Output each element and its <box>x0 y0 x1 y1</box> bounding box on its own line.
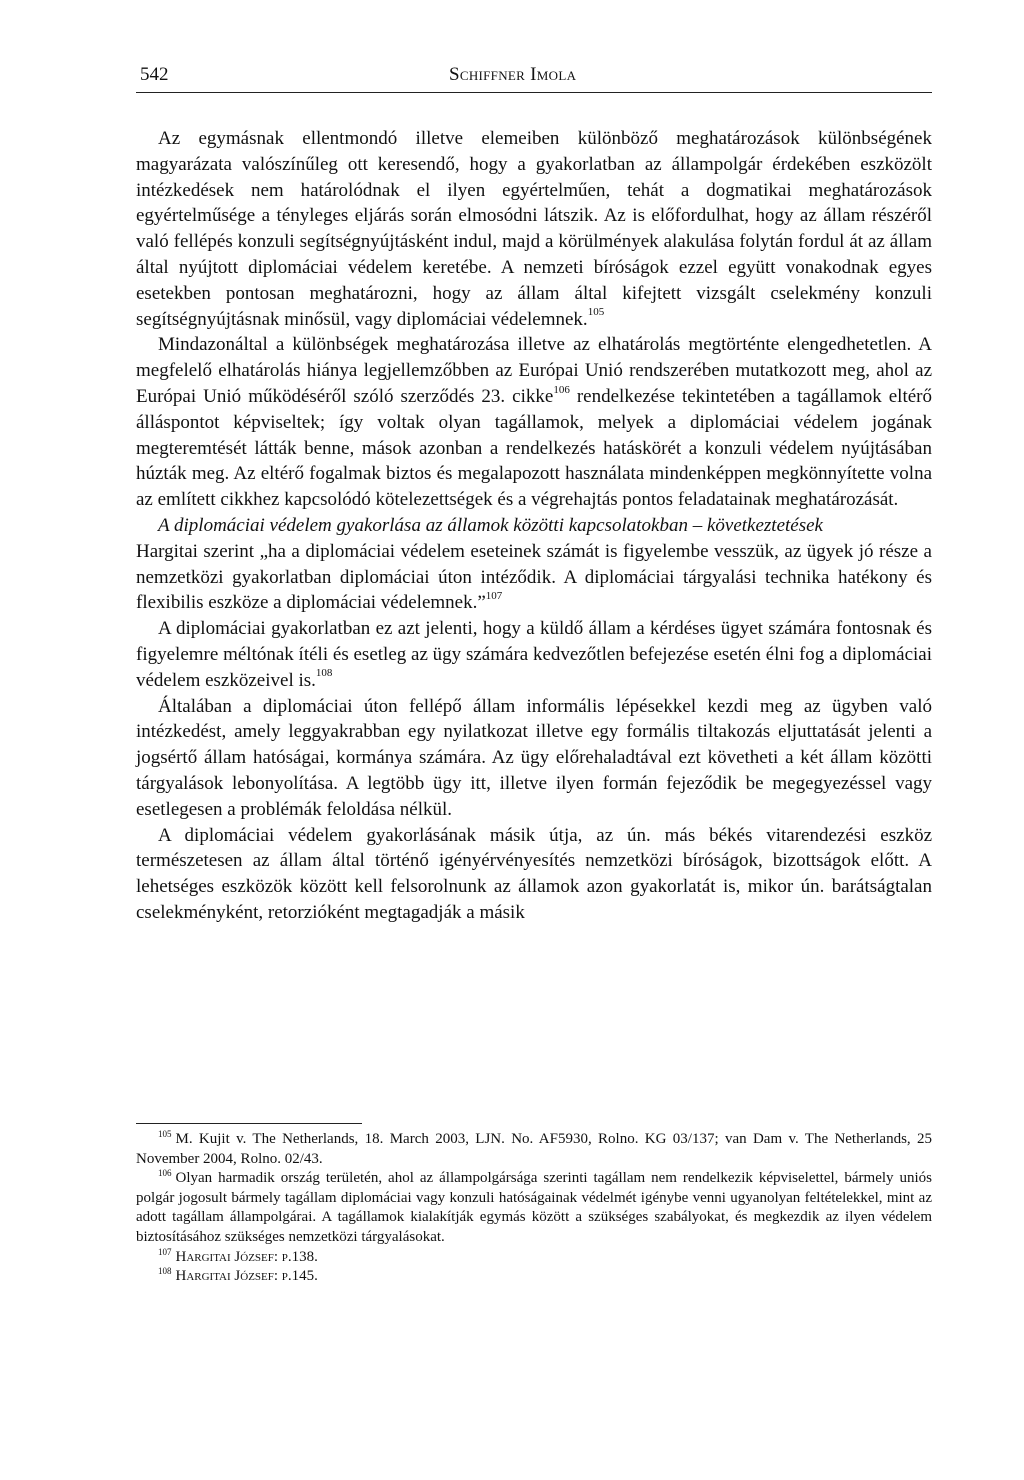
footnote-number: 108 <box>158 1266 172 1277</box>
footnote-divider <box>136 1123 362 1124</box>
footnote-text: M. Kujit v. The Netherlands, 18. March 2003, LJN. No. AF5930, Rolno. KG 03/137; van Dam v. The Netherlands, 25 November 2004, Rolno. 02/43. <box>136 1131 932 1167</box>
paragraph-6: A diplomáciai védelem gyakorlásának másik útja, az ún. más békés vitarendezési eszköz természetesen az állam által történő igényérvényesítés nemzetközi bíróságok, bizottságok előtt. A lehetséges eszközök között kell felsorolnunk az államok azon gyakorlatát is, mikor ún. barátságtalan cselekményként, retorzióként megtagadják a másik <box>136 824 932 923</box>
footnote-text: Olyan harmadik ország területén, ahol az állampolgársága szerinti tagállam nem rendelkezik képviselettel, bármely uniós polgár jogosult bármely tagállam diplomáciai vagy konzuli hatóságainak védelmét igénybe venni ugyanolyan feltételekkel, mint az adott tagállam állampolgárai. A tagállamok kialakítják egymás között a szükséges szabályokat, és megkezdik az ilyen védelem biztosításához szükséges nemzetközi tárgyalásokat. <box>136 1170 932 1245</box>
footnote-106 <box>136 1169 932 1247</box>
footnote-text: Hargitai József: p.138. <box>175 1248 318 1265</box>
paragraph-3 <box>136 539 932 616</box>
page-number: 542 <box>140 64 169 85</box>
footnote-ref-108: 108 <box>315 667 333 680</box>
paragraph-4-text: A diplomáciai gyakorlatban ez azt jelenti, hogy a küldő állam a kérdéses ügyet számára fontosnak és figyelemre méltónak ítéli és esetleg az ügy számára kedvezőtlen befejezése esetén élni fog a diplomáciai védelem eszközeivel is. <box>136 618 932 691</box>
footnote-107 <box>136 1248 932 1268</box>
footnote-text: Hargitai József: p.145. <box>175 1268 318 1285</box>
paragraph-1 <box>136 126 932 332</box>
paragraph-1-text: Az egymásnak ellentmondó illetve elemeiben különböző meghatározások különbségének magyarázata valószínűleg ott keresendő, hogy a gyakorlatban az állampolgár érdekében eszközölt intézkedések nem határolódnak el ilyen egyértelműen, tehát a dogmatikai meghatározások egyértelműsége a tényleges eljárás során elmosódni látszik. Az is előfordulhat, hogy az állam részéről való fellépés konzuli segítségnyújtásként indul, majd a körülmények alakulása folytán fordul át az állam által nyújtott diplomáciai védelem keretébe. A nemzeti bíróságok ezzel együtt vonakodnak egyes esetekben pontosan meghatározni, hogy az állam által kifejtett vizsgált cselekmény konzuli segítségnyújtásnak minősül, vagy diplomáciai védelemnek. <box>136 128 932 330</box>
page-header <box>136 62 932 93</box>
paragraph-3-text: Hargitai szerint „ha a diplomáciai védelem eseteinek számát is figyelembe vesszük, az ügyek jó része a nemzetközi gyakorlatban diplomáciai úton intéződik. A diplomáciai tárgyalási technika hatékony és flexibilis eszköze a diplomáciai védelemnek.” <box>136 540 932 614</box>
footnote-ref-105: 105 <box>587 306 605 319</box>
footnote-105 <box>136 1130 932 1169</box>
section-heading: A diplomáciai védelem gyakorlása az államok közötti kapcsolatokban – következtetések <box>158 514 823 536</box>
footnote-number: 107 <box>158 1246 172 1257</box>
paragraph-2 <box>136 332 932 513</box>
footnote-number: 105 <box>158 1129 172 1139</box>
footnote-ref-106: 106 <box>553 383 570 396</box>
footnote-number: 106 <box>158 1168 172 1179</box>
footnote-ref-107: 107 <box>485 590 503 603</box>
paragraph-4 <box>136 616 932 693</box>
body-text <box>136 126 932 926</box>
running-head: Schiffner Imola <box>449 64 577 85</box>
paragraph-5: Általában a diplomáciai úton fellépő állam informális lépésekkel kezdi meg az ügyben való intézkedést, amely leggyakrabban egy nyilatkozat illetve egy formális tiltakozás eljuttatását jelenti a jogsértő állam hatóságai, kormánya számára. Az ügy előrehaladtával ezt követheti a két állam közötti tárgyalások lebonyolítása. A legtöbb ügy itt, illetve ilyen formán fejeződik be megegyezéssel vagy esetlegesen a problémák feloldása nélkül. <box>136 695 932 820</box>
footnote-108 <box>136 1267 932 1287</box>
paragraph-2-text-b: rendelkezése tekintetében a tagállamok eltérő álláspontot képviseltek; így voltak olyan tagállamok, melyek a diplomáciai védelem jogának megteremtését látták benne, mások azonban a rendelkezés hatáskörét a konzuli védelem nyújtásában húzták meg. Az eltérő fogalmak biztos és megalapozott használata mindenképpen megkönnyítette volna az említett cikkhez kapcsolódó kötelezettségek és a végrehajtás pontos feladatainak meghatározását. <box>136 385 932 511</box>
paragraph-2-text-a: Mindazonáltal a különbségek meghatározása illetve az elhatárolás megtörténte elengedhetetlen. A megfelelő elhatárolás hiánya legjellemzőbben az Európai Unió rendszerében mutatkozott meg, ahol az Európai Unió működéséről szóló szerződés 23. cikke <box>136 334 932 407</box>
footnotes <box>136 1130 932 1287</box>
